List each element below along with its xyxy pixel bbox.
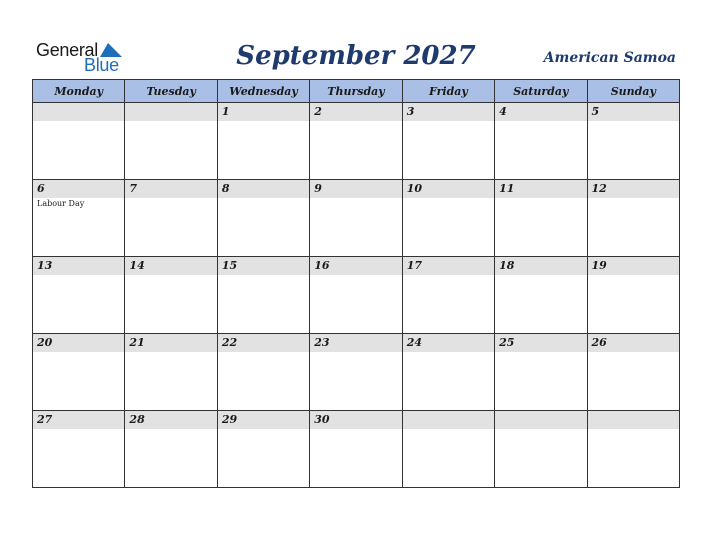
day-number: 22 <box>218 334 309 352</box>
day-number <box>403 411 494 429</box>
day-number: 24 <box>403 334 494 352</box>
day-cell <box>125 103 217 180</box>
day-number: 17 <box>403 257 494 275</box>
day-cell <box>495 257 587 334</box>
day-number: 10 <box>403 180 494 198</box>
day-number: 26 <box>588 334 679 352</box>
day-number <box>495 411 586 429</box>
day-cell <box>33 180 125 257</box>
day-number: 3 <box>403 103 494 121</box>
day-number: 16 <box>310 257 401 275</box>
day-cell <box>217 411 309 488</box>
day-number: 20 <box>33 334 124 352</box>
day-cell <box>495 411 587 488</box>
day-cell <box>33 257 125 334</box>
day-number: 14 <box>125 257 216 275</box>
weekday-header: Thursday <box>310 80 402 103</box>
day-number <box>33 103 124 121</box>
week-row <box>33 103 680 180</box>
day-cell <box>587 411 679 488</box>
day-number: 2 <box>310 103 401 121</box>
weekday-header: Sunday <box>587 80 679 103</box>
week-row <box>33 411 680 488</box>
day-number: 18 <box>495 257 586 275</box>
day-number: 12 <box>588 180 679 198</box>
day-cell <box>217 103 309 180</box>
weekday-header: Friday <box>402 80 494 103</box>
day-cell <box>217 334 309 411</box>
logo-general-text: General <box>36 40 98 60</box>
day-number: 23 <box>310 334 401 352</box>
day-number: 28 <box>125 411 216 429</box>
day-cell <box>33 411 125 488</box>
weekday-header: Saturday <box>495 80 587 103</box>
day-cell <box>495 103 587 180</box>
day-cell <box>495 180 587 257</box>
day-number: 6 <box>33 180 124 198</box>
weekday-header-row <box>33 80 680 103</box>
day-cell <box>587 334 679 411</box>
day-cell <box>587 257 679 334</box>
holiday-label: Labour Day <box>37 199 85 208</box>
day-number: 8 <box>218 180 309 198</box>
day-cell <box>402 334 494 411</box>
day-cell <box>310 411 402 488</box>
week-row <box>33 180 680 257</box>
day-cell <box>125 334 217 411</box>
day-number <box>125 103 216 121</box>
day-cell <box>495 334 587 411</box>
week-row <box>33 257 680 334</box>
day-cell <box>125 180 217 257</box>
day-cell <box>125 257 217 334</box>
generalblue-logo <box>36 40 136 74</box>
day-number: 5 <box>588 103 679 121</box>
day-number: 11 <box>495 180 586 198</box>
day-cell <box>402 103 494 180</box>
day-number: 13 <box>33 257 124 275</box>
week-row <box>33 334 680 411</box>
day-cell <box>402 180 494 257</box>
day-cell <box>587 180 679 257</box>
day-cell <box>310 103 402 180</box>
weekday-header: Tuesday <box>125 80 217 103</box>
day-number: 7 <box>125 180 216 198</box>
day-cell <box>217 257 309 334</box>
day-number: 21 <box>125 334 216 352</box>
day-number: 15 <box>218 257 309 275</box>
day-number: 9 <box>310 180 401 198</box>
day-number: 25 <box>495 334 586 352</box>
region-name: American Samoa <box>543 50 676 66</box>
day-number: 30 <box>310 411 401 429</box>
day-cell <box>587 103 679 180</box>
weekday-header: Monday <box>33 80 125 103</box>
day-cell <box>125 411 217 488</box>
day-cell <box>310 180 402 257</box>
day-cell <box>33 334 125 411</box>
logo-blue-text: Blue <box>84 55 119 75</box>
day-cell <box>310 334 402 411</box>
calendar-title: September 2027 <box>236 41 476 71</box>
day-number: 1 <box>218 103 309 121</box>
day-number: 4 <box>495 103 586 121</box>
day-cell <box>33 103 125 180</box>
day-number: 19 <box>588 257 679 275</box>
day-cell <box>402 257 494 334</box>
day-cell <box>310 257 402 334</box>
day-number: 29 <box>218 411 309 429</box>
day-cell <box>217 180 309 257</box>
day-cell <box>402 411 494 488</box>
day-number: 27 <box>33 411 124 429</box>
day-number <box>588 411 679 429</box>
weekday-header: Wednesday <box>217 80 309 103</box>
calendar-grid <box>32 79 680 488</box>
